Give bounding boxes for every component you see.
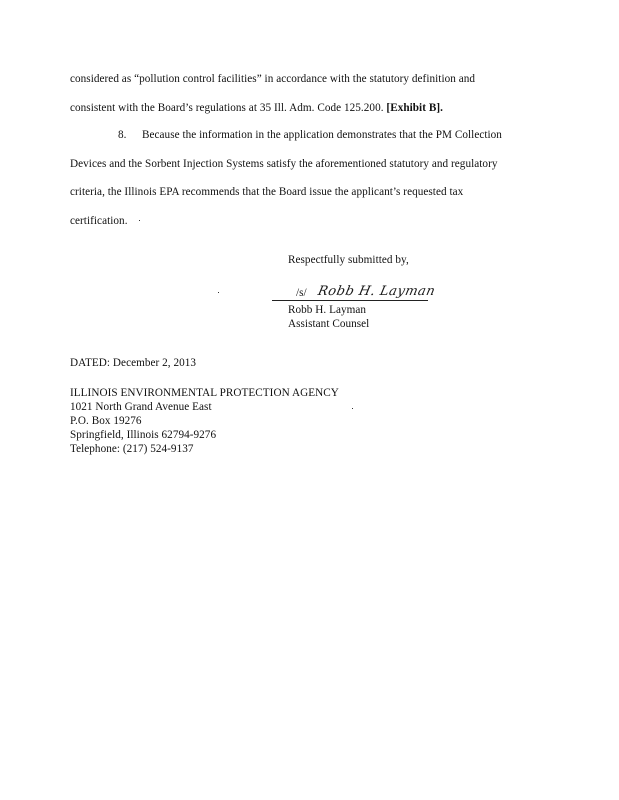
handwritten-signature: Robb H. Layman [316, 284, 437, 299]
exhibit-reference: [Exhibit B]. [386, 102, 443, 114]
para8-number: 8. [118, 129, 127, 141]
signature-line [272, 300, 428, 301]
para7-line1: considered as “pollution control facilities” in accordance with the statutory definition and [70, 73, 476, 85]
para7-line2 [70, 102, 443, 114]
agency-name: ILLINOIS ENVIRONMENTAL PROTECTION AGENCY [70, 387, 339, 399]
signer-name: Robb H. Layman [288, 304, 367, 316]
para8-line1: Because the information in the application demonstrates that the PM Collection [142, 129, 502, 141]
signature-prefix: /s/ [296, 287, 307, 299]
closing-text: Respectfully submitted by, [288, 254, 409, 266]
para8-line4: certification. [70, 215, 128, 227]
scan-speck [218, 292, 219, 293]
agency-po-box: P.O. Box 19276 [70, 415, 142, 427]
agency-street: 1021 North Grand Avenue East [70, 401, 212, 413]
para8-line2: Devices and the Sorbent Injection Systems satisfy the aforementioned statutory and regulatory [70, 158, 498, 170]
para8-line3: criteria, the Illinois EPA recommends that the Board issue the applicant’s requested tax [70, 186, 464, 198]
agency-phone: Telephone: (217) 524-9137 [70, 443, 194, 455]
dated-line: DATED: December 2, 2013 [70, 357, 197, 369]
agency-city: Springfield, Illinois 62794-9276 [70, 429, 217, 441]
scan-speck [139, 220, 140, 221]
scan-speck [352, 408, 353, 409]
para7-line2-text: consistent with the Board’s regulations at 35 Ill. Adm. Code 125.200. [70, 102, 384, 114]
signer-title: Assistant Counsel [288, 318, 370, 330]
